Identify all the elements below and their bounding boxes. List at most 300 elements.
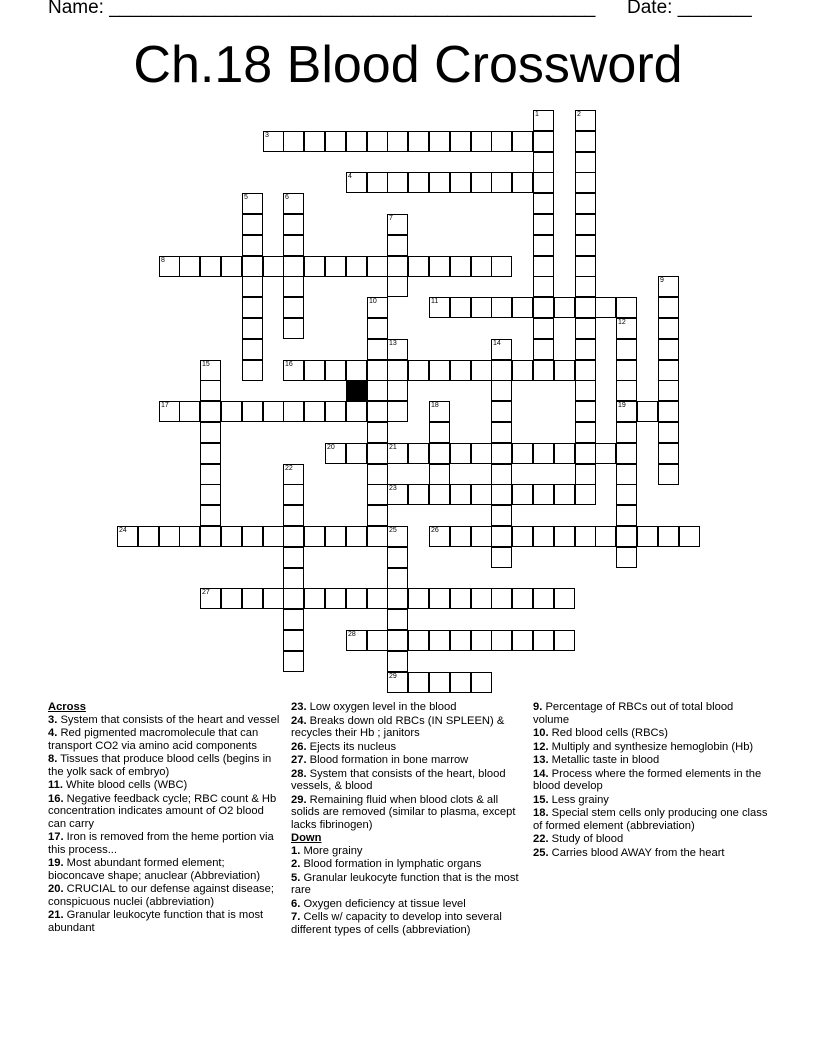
crossword-cell[interactable] [325, 526, 346, 547]
crossword-cell[interactable] [575, 276, 596, 297]
crossword-cell[interactable] [658, 464, 679, 485]
crossword-cell[interactable] [491, 484, 512, 505]
crossword-cell[interactable] [616, 401, 637, 422]
crossword-cell[interactable] [221, 588, 242, 609]
crossword-cell[interactable] [346, 588, 367, 609]
crossword-cell[interactable] [283, 235, 304, 256]
crossword-cell[interactable] [304, 131, 325, 152]
crossword-cell[interactable] [491, 505, 512, 526]
crossword-cell[interactable] [533, 297, 554, 318]
crossword-cell[interactable] [283, 131, 304, 152]
crossword-cell[interactable] [512, 360, 533, 381]
crossword-cell[interactable] [408, 172, 429, 193]
crossword-cell[interactable] [200, 380, 221, 401]
crossword-cell[interactable] [491, 256, 512, 277]
crossword-cell[interactable] [450, 630, 471, 651]
crossword-cell[interactable] [512, 131, 533, 152]
crossword-cell[interactable] [263, 526, 284, 547]
clue-text: Most abundant formed element; bioconcave shape; anuclear (Abbreviation) [48, 857, 261, 882]
crossword-cell[interactable] [200, 422, 221, 443]
clue-number-label: 9. [533, 701, 543, 713]
crossword-cell[interactable] [200, 360, 221, 381]
crossword-cell[interactable] [575, 484, 596, 505]
crossword-cell[interactable] [283, 609, 304, 630]
crossword-cell[interactable] [367, 360, 388, 381]
crossword-cell[interactable] [533, 484, 554, 505]
crossword-cell[interactable] [408, 484, 429, 505]
date-field[interactable]: Date: _______ [627, 0, 752, 18]
crossword-cell[interactable] [616, 484, 637, 505]
crossword-cell[interactable] [471, 297, 492, 318]
crossword-cell[interactable] [554, 484, 575, 505]
crossword-cell[interactable] [346, 131, 367, 152]
crossword-cell[interactable] [575, 256, 596, 277]
clue-text: System that consists of the heart and vessel [57, 713, 280, 726]
crossword-cell[interactable] [471, 526, 492, 547]
crossword-cell[interactable] [575, 464, 596, 485]
across-clue [48, 831, 283, 856]
crossword-cell[interactable] [200, 484, 221, 505]
crossword-cell[interactable] [491, 588, 512, 609]
down-clue [533, 794, 768, 807]
crossword-cell[interactable] [471, 484, 492, 505]
crossword-cell[interactable] [512, 297, 533, 318]
crossword-cell[interactable] [367, 630, 388, 651]
crossword-cell[interactable] [575, 339, 596, 360]
crossword-cell[interactable] [263, 256, 284, 277]
crossword-cell[interactable] [637, 401, 658, 422]
crossword-cell[interactable] [387, 214, 408, 235]
crossword-cell[interactable] [554, 360, 575, 381]
crossword-cell[interactable] [283, 588, 304, 609]
clue-text: Process where the formed elements in the blood develop [533, 767, 762, 792]
crossword-cell[interactable] [117, 526, 138, 547]
crossword-cell[interactable] [242, 297, 263, 318]
clue-text: Ejects its nucleus [306, 740, 397, 753]
crossword-cell[interactable] [200, 464, 221, 485]
crossword-cell[interactable] [263, 588, 284, 609]
crossword-cell[interactable] [304, 401, 325, 422]
crossword-cell[interactable] [575, 152, 596, 173]
crossword-cell[interactable] [450, 672, 471, 693]
clue-number: 3 [265, 132, 269, 139]
crossword-cell[interactable] [471, 588, 492, 609]
crossword-cell[interactable] [242, 526, 263, 547]
crossword-cell[interactable] [512, 588, 533, 609]
crossword-cell[interactable] [429, 297, 450, 318]
crossword-cell[interactable] [325, 131, 346, 152]
crossword-cell[interactable] [387, 235, 408, 256]
crossword-cell[interactable] [367, 318, 388, 339]
crossword-cell[interactable] [533, 110, 554, 131]
crossword-cell[interactable] [491, 360, 512, 381]
crossword-cell[interactable] [408, 131, 429, 152]
crossword-cell[interactable] [658, 422, 679, 443]
crossword-cell[interactable] [221, 526, 242, 547]
crossword-cell[interactable] [429, 401, 450, 422]
clue-number-label: 21. [48, 909, 64, 921]
crossword-cell[interactable] [429, 131, 450, 152]
crossword-cell[interactable] [387, 484, 408, 505]
crossword-cell[interactable] [304, 360, 325, 381]
clue-text: Negative feedback cycle; RBC count & Hb concentration indicates amount of O2 blood can carry [48, 792, 277, 830]
crossword-cell[interactable] [491, 443, 512, 464]
crossword-cell[interactable] [533, 193, 554, 214]
crossword-cell[interactable] [346, 360, 367, 381]
name-field[interactable]: Name: ______________________________________________ [48, 0, 596, 18]
crossword-cell[interactable] [471, 672, 492, 693]
crossword-cell[interactable] [387, 526, 408, 547]
crossword-cell[interactable] [367, 297, 388, 318]
crossword-cell[interactable] [450, 256, 471, 277]
crossword-cell[interactable] [408, 630, 429, 651]
crossword-cell[interactable] [533, 630, 554, 651]
crossword-cell[interactable] [512, 630, 533, 651]
crossword-cell[interactable] [367, 172, 388, 193]
crossword-cell[interactable] [283, 526, 304, 547]
clue-number: 14 [493, 340, 501, 347]
crossword-cell[interactable] [221, 401, 242, 422]
crossword-cell[interactable] [616, 464, 637, 485]
crossword-cell[interactable] [242, 214, 263, 235]
crossword-cell[interactable] [450, 297, 471, 318]
crossword-cell[interactable] [283, 484, 304, 505]
crossword-cell[interactable] [533, 276, 554, 297]
crossword-cell[interactable] [471, 131, 492, 152]
crossword-cell[interactable] [283, 276, 304, 297]
crossword-cell[interactable] [367, 401, 388, 422]
crossword-cell[interactable] [367, 526, 388, 547]
crossword-cell[interactable] [387, 630, 408, 651]
crossword-cell[interactable] [533, 443, 554, 464]
crossword-cell[interactable] [491, 464, 512, 485]
crossword-cell[interactable] [429, 588, 450, 609]
crossword-cell[interactable] [367, 256, 388, 277]
clue-text: Less grainy [548, 793, 609, 806]
crossword-cell[interactable] [616, 443, 637, 464]
crossword-cell[interactable] [533, 172, 554, 193]
crossword-cell[interactable] [575, 214, 596, 235]
crossword-cell[interactable] [242, 588, 263, 609]
crossword-cell[interactable] [387, 568, 408, 589]
crossword-cell[interactable] [304, 256, 325, 277]
crossword-cell[interactable] [325, 360, 346, 381]
crossword-cell[interactable] [658, 276, 679, 297]
crossword-cell[interactable] [200, 526, 221, 547]
crossword-cell[interactable] [554, 630, 575, 651]
crossword-cell[interactable] [242, 318, 263, 339]
crossword-cell[interactable] [283, 547, 304, 568]
clue-number: 20 [327, 444, 335, 451]
crossword-cell[interactable] [346, 256, 367, 277]
crossword-cell[interactable] [471, 172, 492, 193]
crossword-cell[interactable] [471, 360, 492, 381]
crossword-cell[interactable] [429, 422, 450, 443]
crossword-cell[interactable] [637, 526, 658, 547]
crossword-cell[interactable] [491, 526, 512, 547]
crossword-cell[interactable] [242, 401, 263, 422]
crossword-cell[interactable] [554, 526, 575, 547]
crossword-cell[interactable] [616, 297, 637, 318]
crossword-cell[interactable] [367, 588, 388, 609]
down-clue [533, 727, 768, 740]
crossword-cell[interactable] [575, 193, 596, 214]
crossword-cell[interactable] [283, 568, 304, 589]
crossword-cell[interactable] [429, 360, 450, 381]
crossword-cell[interactable] [658, 339, 679, 360]
crossword-cell[interactable] [450, 131, 471, 152]
crossword-cell[interactable] [387, 172, 408, 193]
crossword-cell[interactable] [408, 256, 429, 277]
crossword-cell[interactable] [658, 380, 679, 401]
clue-text: Red blood cells (RBCs) [548, 727, 668, 739]
crossword-cell[interactable] [595, 526, 616, 547]
across-clue [48, 909, 283, 934]
clue-text: White blood cells (WBC) [62, 779, 188, 791]
crossword-cell[interactable] [658, 318, 679, 339]
crossword-cell[interactable] [200, 443, 221, 464]
crossword-cell[interactable] [179, 526, 200, 547]
crossword-cell[interactable] [387, 401, 408, 422]
across-clue [48, 793, 283, 831]
crossword-cell[interactable] [429, 464, 450, 485]
crossword-cell[interactable] [346, 443, 367, 464]
crossword-cell[interactable] [346, 630, 367, 651]
crossword-cell[interactable] [491, 422, 512, 443]
crossword-cell[interactable] [159, 526, 180, 547]
crossword-cell[interactable] [200, 588, 221, 609]
crossword-cell[interactable] [512, 172, 533, 193]
crossword-cell[interactable] [283, 214, 304, 235]
crossword-cell[interactable] [283, 630, 304, 651]
crossword-cell[interactable] [429, 172, 450, 193]
crossword-cell[interactable] [387, 360, 408, 381]
crossword-cell[interactable] [325, 443, 346, 464]
crossword-cell[interactable] [575, 131, 596, 152]
crossword-cell[interactable] [533, 214, 554, 235]
crossword-cell[interactable] [471, 443, 492, 464]
crossword-cell[interactable] [242, 235, 263, 256]
crossword-cell[interactable] [575, 401, 596, 422]
crossword-cell[interactable] [200, 401, 221, 422]
crossword-cell[interactable] [138, 526, 159, 547]
crossword-cell[interactable] [491, 401, 512, 422]
crossword-cell[interactable] [179, 256, 200, 277]
crossword-cell[interactable] [679, 526, 700, 547]
crossword-cell[interactable] [367, 339, 388, 360]
crossword-cell[interactable] [387, 131, 408, 152]
clue-text: Multiply and synthesize hemoglobin (Hb) [548, 740, 754, 753]
crossword-cell[interactable] [200, 505, 221, 526]
crossword-cell[interactable] [575, 297, 596, 318]
crossword-cell[interactable] [471, 256, 492, 277]
crossword-cell[interactable] [387, 339, 408, 360]
crossword-cell[interactable] [471, 630, 492, 651]
clue-number: 12 [618, 319, 626, 326]
crossword-cell[interactable] [575, 235, 596, 256]
crossword-cell[interactable] [367, 443, 388, 464]
crossword-cell[interactable] [367, 484, 388, 505]
crossword-cell[interactable] [346, 172, 367, 193]
crossword-cell[interactable] [408, 443, 429, 464]
crossword-cell[interactable] [450, 443, 471, 464]
crossword-cell[interactable] [387, 547, 408, 568]
crossword-cell[interactable] [533, 339, 554, 360]
crossword-cell[interactable] [429, 672, 450, 693]
crossword-cell[interactable] [283, 401, 304, 422]
crossword-cell[interactable] [387, 380, 408, 401]
crossword-cell[interactable] [554, 443, 575, 464]
crossword-cell[interactable] [575, 318, 596, 339]
crossword-cell[interactable] [533, 131, 554, 152]
crossword-cell[interactable] [367, 422, 388, 443]
crossword-cell[interactable] [575, 172, 596, 193]
crossword-cell[interactable] [575, 380, 596, 401]
crossword-cell[interactable] [159, 256, 180, 277]
crossword-cell[interactable] [616, 505, 637, 526]
crossword-cell[interactable] [616, 360, 637, 381]
crossword-cell[interactable] [242, 193, 263, 214]
crossword-cell[interactable] [221, 256, 242, 277]
crossword-cell[interactable] [387, 443, 408, 464]
crossword-cell[interactable] [283, 651, 304, 672]
crossword-cell[interactable] [387, 672, 408, 693]
crossword-cell[interactable] [429, 484, 450, 505]
crossword-cell[interactable] [658, 443, 679, 464]
crossword-cell[interactable] [408, 672, 429, 693]
across-clues-part-2 [291, 701, 521, 831]
crossword-cell[interactable] [325, 256, 346, 277]
crossword-cell[interactable] [616, 422, 637, 443]
crossword-cell[interactable] [491, 172, 512, 193]
crossword-cell[interactable] [429, 526, 450, 547]
crossword-cell[interactable] [575, 422, 596, 443]
clue-number: 24 [119, 527, 127, 534]
crossword-cell[interactable] [304, 526, 325, 547]
crossword-cell[interactable] [450, 526, 471, 547]
crossword-cell[interactable] [595, 443, 616, 464]
crossword-cell[interactable] [491, 297, 512, 318]
crossword-cell[interactable] [283, 464, 304, 485]
crossword-cell[interactable] [491, 547, 512, 568]
crossword-cell[interactable] [283, 256, 304, 277]
crossword-cell[interactable] [512, 484, 533, 505]
crossword-cell[interactable] [450, 172, 471, 193]
crossword-cell[interactable] [283, 193, 304, 214]
crossword-cell[interactable] [512, 443, 533, 464]
crossword-cell[interactable] [533, 152, 554, 173]
crossword-cell[interactable] [325, 588, 346, 609]
crossword-cell[interactable] [575, 110, 596, 131]
crossword-cell[interactable] [575, 360, 596, 381]
crossword-cell[interactable] [554, 297, 575, 318]
crossword-cell[interactable] [242, 276, 263, 297]
crossword-cell[interactable] [616, 339, 637, 360]
crossword-cell[interactable] [263, 401, 284, 422]
across-clue [291, 794, 521, 832]
clue-number: 2 [577, 111, 581, 118]
crossword-cell[interactable] [387, 588, 408, 609]
crossword-cell[interactable] [658, 360, 679, 381]
crossword-cell[interactable] [575, 443, 596, 464]
crossword-cell[interactable] [387, 276, 408, 297]
crossword-cell[interactable] [367, 380, 388, 401]
crossword-cell[interactable] [616, 526, 637, 547]
clue-number: 16 [285, 361, 293, 368]
crossword-cell[interactable] [450, 588, 471, 609]
crossword-cell[interactable] [491, 380, 512, 401]
crossword-cell[interactable] [533, 256, 554, 277]
crossword-cell[interactable] [200, 256, 221, 277]
crossword-cell[interactable] [408, 588, 429, 609]
crossword-cell[interactable] [367, 131, 388, 152]
crossword-cell[interactable] [491, 630, 512, 651]
crossword-cell[interactable] [512, 526, 533, 547]
crossword-cell[interactable] [533, 526, 554, 547]
crossword-cell[interactable] [533, 235, 554, 256]
across-clue [48, 779, 283, 792]
crossword-cell[interactable] [408, 360, 429, 381]
crossword-cell[interactable] [283, 505, 304, 526]
crossword-cell[interactable] [159, 401, 180, 422]
crossword-cell[interactable] [491, 131, 512, 152]
crossword-cell[interactable] [533, 318, 554, 339]
crossword-cell[interactable] [429, 630, 450, 651]
clue-number: 8 [161, 257, 165, 264]
crossword-cell[interactable] [387, 609, 408, 630]
crossword-cell[interactable] [554, 588, 575, 609]
crossword-cell[interactable] [367, 464, 388, 485]
crossword-cell[interactable] [304, 588, 325, 609]
crossword-cell[interactable] [491, 339, 512, 360]
crossword-cell[interactable] [658, 526, 679, 547]
crossword-cell[interactable] [595, 297, 616, 318]
crossword-cell[interactable] [367, 505, 388, 526]
clue-number: 23 [389, 485, 397, 492]
crossword-cell[interactable] [616, 547, 637, 568]
crossword-cell[interactable] [616, 380, 637, 401]
crossword-cell[interactable] [533, 588, 554, 609]
crossword-cell[interactable] [325, 401, 346, 422]
crossword-cell[interactable] [658, 297, 679, 318]
clue-number-label: 17. [48, 831, 64, 843]
crossword-cell[interactable] [450, 484, 471, 505]
crossword-cell[interactable] [242, 339, 263, 360]
crossword-cell[interactable] [283, 360, 304, 381]
clue-number-label: 22. [533, 833, 549, 845]
crossword-cell[interactable] [346, 526, 367, 547]
crossword-cell[interactable] [242, 256, 263, 277]
crossword-cell[interactable] [387, 651, 408, 672]
crossword-cell[interactable] [450, 360, 471, 381]
crossword-cell[interactable] [533, 360, 554, 381]
down-clue [533, 847, 768, 860]
crossword-cell[interactable] [346, 401, 367, 422]
crossword-cell[interactable] [387, 256, 408, 277]
crossword-cell[interactable] [242, 360, 263, 381]
crossword-cell[interactable] [429, 443, 450, 464]
crossword-cell[interactable] [179, 401, 200, 422]
crossword-cell[interactable] [429, 256, 450, 277]
crossword-cell[interactable] [658, 401, 679, 422]
crossword-cell[interactable] [283, 318, 304, 339]
crossword-cell[interactable] [616, 318, 637, 339]
crossword-cell[interactable] [283, 297, 304, 318]
crossword-cell[interactable] [263, 131, 284, 152]
clue-number-label: 25. [533, 846, 549, 859]
down-clue [291, 898, 521, 911]
crossword-cell[interactable] [575, 526, 596, 547]
